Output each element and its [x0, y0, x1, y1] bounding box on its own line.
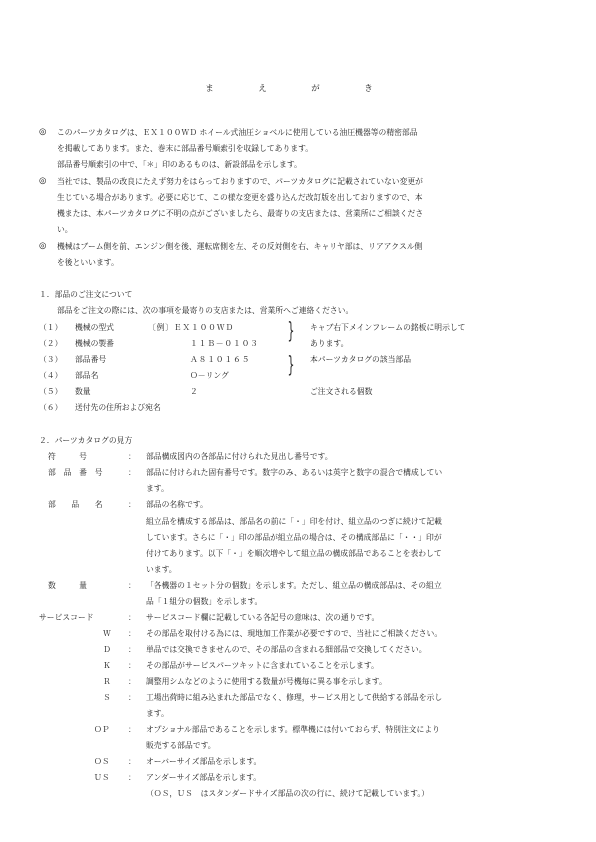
order-row-value: ２ [190, 387, 198, 396]
order-row-value: １１Ｂ－０１０３ [190, 339, 259, 348]
code-colon: ： [128, 661, 136, 670]
service-code: ＯＳ [94, 757, 110, 766]
term-desc: います。 [146, 565, 177, 574]
service-code: Ｒ [103, 677, 111, 686]
service-code: Ｄ [103, 645, 111, 654]
intro-p2-line-4: い。 [57, 225, 73, 234]
brace-mark: } [287, 353, 295, 378]
order-row-num: （４） [39, 371, 63, 380]
order-row-label: 数量 [75, 387, 91, 396]
code-desc: ます。 [146, 709, 169, 718]
section1-heading: １．部品のご注文について [39, 290, 133, 299]
bullet-mark: ◎ [39, 241, 47, 251]
order-row-num: （３） [39, 355, 63, 364]
section2-heading: ２．パーツカタログの見方 [39, 436, 133, 445]
term-label: 数 量 [48, 581, 87, 590]
code-desc: 単品では交換できませんので、その部品の含まれる細部品で交換してください。 [146, 645, 427, 654]
intro-p3-line-1: 機械はブーム側を前、エンジン側を後、運転席側を左、その反対側を右、キャリヤ部は、リアアクスル側 [57, 242, 423, 251]
intro-p1-line-1: このパーツカタログは、ＥＸ１００ＷＤ ホイール式油圧ショベルに使用している油圧機器等の精密部品 [57, 128, 418, 137]
intro-p1-line-2: を掲載してあります。また、巻末に部品番号順索引を収録してあります。 [57, 144, 314, 153]
bullet-mark: ◎ [39, 176, 47, 186]
term-colon: ： [128, 613, 136, 622]
service-code: Ｗ [103, 629, 111, 638]
code-desc: 調整用シムなどのように使用する数量が号機毎に異る事を示します。 [146, 677, 387, 686]
term-desc: 付けてあります。以下「・」を順次増やして組立品の構成部品であることを表わして [146, 549, 442, 558]
term-desc: ます。 [146, 484, 169, 493]
term-colon: ： [128, 581, 136, 590]
order-row-num: （２） [39, 339, 63, 348]
page-title: ま え が き [205, 84, 391, 94]
order-row-note: キャブ右下メインフレームの銘板に明示して [310, 323, 466, 332]
intro-p2-line-2: 生じている場合があります。必要に応じて、この様な変更を盛り込んだ改訂版を出しておりますので、本 [57, 193, 423, 202]
term-label: サービスコード [39, 613, 94, 622]
term-desc: 部品の名称です。 [146, 500, 208, 509]
code-desc: オプショナル部品であることを示します。標準機には付いておらず、特別注文により [146, 725, 440, 734]
term-label: 部 品 名 [48, 500, 103, 509]
section1-lead: 部品をご注文の際には、次の事項を最寄りの支店または、営業所へご連絡ください。 [57, 306, 354, 315]
code-colon: ： [128, 629, 136, 638]
order-row-value: Ａ８１０１６５ [190, 355, 251, 364]
term-label: 符 号 [48, 452, 87, 461]
order-row-label: 機械の製番 [75, 339, 114, 348]
bullet-mark: ◎ [39, 127, 47, 137]
term-colon: ： [128, 468, 136, 477]
intro-p3-line-2: を後といいます。 [57, 258, 119, 267]
code-colon: ： [128, 773, 136, 782]
order-row-num: （６） [39, 403, 63, 412]
code-desc: その部品がサービスパーツキットに含まれていることを示します。 [146, 661, 379, 670]
term-colon: ： [128, 452, 136, 461]
code-desc: 販売する部品です。 [146, 741, 216, 750]
order-row-value: Ｏ－リング [190, 371, 229, 380]
code-desc: その部品を取付ける為には、現地加工作業が必要ですので、当社にご相談ください。 [146, 629, 443, 638]
term-desc: 「各機器の１セット分の個数」を示します。ただし、組立品の構成部品は、その組立 [146, 581, 442, 590]
order-row-note: ご注文される個数 [310, 387, 373, 396]
codes-footnote: （ＯＳ，ＵＳ はスタンダードサイズ部品の次の行に、続けて記載しています。） [146, 789, 430, 798]
order-row-value: 〔例〕ＥＸ１００ＷＤ [148, 323, 234, 332]
code-colon: ： [128, 645, 136, 654]
code-desc: アンダーサイズ部品を示します。 [146, 773, 262, 782]
term-desc: 部品構成図内の各部品に付けられた見出し番号です。 [146, 452, 333, 461]
term-desc: しています。さらに「・」印の部品が組立品の場合は、その構成部品に「・・」印が [146, 533, 442, 542]
service-code: Ｓ [103, 693, 111, 702]
brace-mark: } [287, 319, 295, 344]
order-row-label: 送付先の住所および宛名 [75, 403, 161, 412]
intro-p1-line-3: 部品番号順索引の中で、「＊」印のあるものは、新設部品を示します。 [57, 160, 302, 169]
term-desc: 部品に付けられた固有番号です。数字のみ、あるいは英字と数字の混合で構成してい [146, 468, 443, 477]
service-code: Ｋ [103, 661, 111, 670]
order-row-label: 部品番号 [75, 355, 107, 364]
term-colon: ： [128, 500, 136, 509]
code-desc: オーバーサイズ部品を示します。 [146, 757, 262, 766]
term-desc: サービスコード欄に記載している各記号の意味は、次の通りです。 [146, 613, 380, 622]
term-label: 部 品 番 号 [48, 468, 103, 477]
order-row-note: あります。 [310, 339, 349, 348]
service-code: ＵＳ [94, 773, 110, 782]
code-desc: 工場出荷時に組み込まれた部品でなく、修理，サービス用として供給する部品を示し [146, 693, 443, 702]
code-colon: ： [128, 725, 136, 734]
term-desc: 品「１組分の個数」を示します。 [146, 597, 263, 606]
term-desc: 組立品を構成する部品は、部品名の前に「・」印を付け、組立品のつぎに続けて記載 [146, 517, 442, 526]
service-code: ＯＰ [94, 725, 110, 734]
order-row-note: 本パーツカタログの該当部品 [310, 355, 412, 364]
intro-p2-line-3: 機または、本パーツカタログに不明の点がございましたら、最寄りの支店または、営業所にご相談くださ [57, 209, 424, 218]
order-row-label: 機械の型式 [75, 323, 114, 332]
order-row-label: 部品名 [75, 371, 99, 380]
order-row-num: （５） [39, 387, 63, 396]
intro-p2-line-1: 当社では、製品の改良にたえず努力をはらっておりますので、パーツカタログに記載されていない変更が [57, 177, 423, 186]
code-colon: ： [128, 677, 136, 686]
code-colon: ： [128, 693, 136, 702]
code-colon: ： [128, 757, 136, 766]
order-row-num: （１） [39, 323, 63, 332]
